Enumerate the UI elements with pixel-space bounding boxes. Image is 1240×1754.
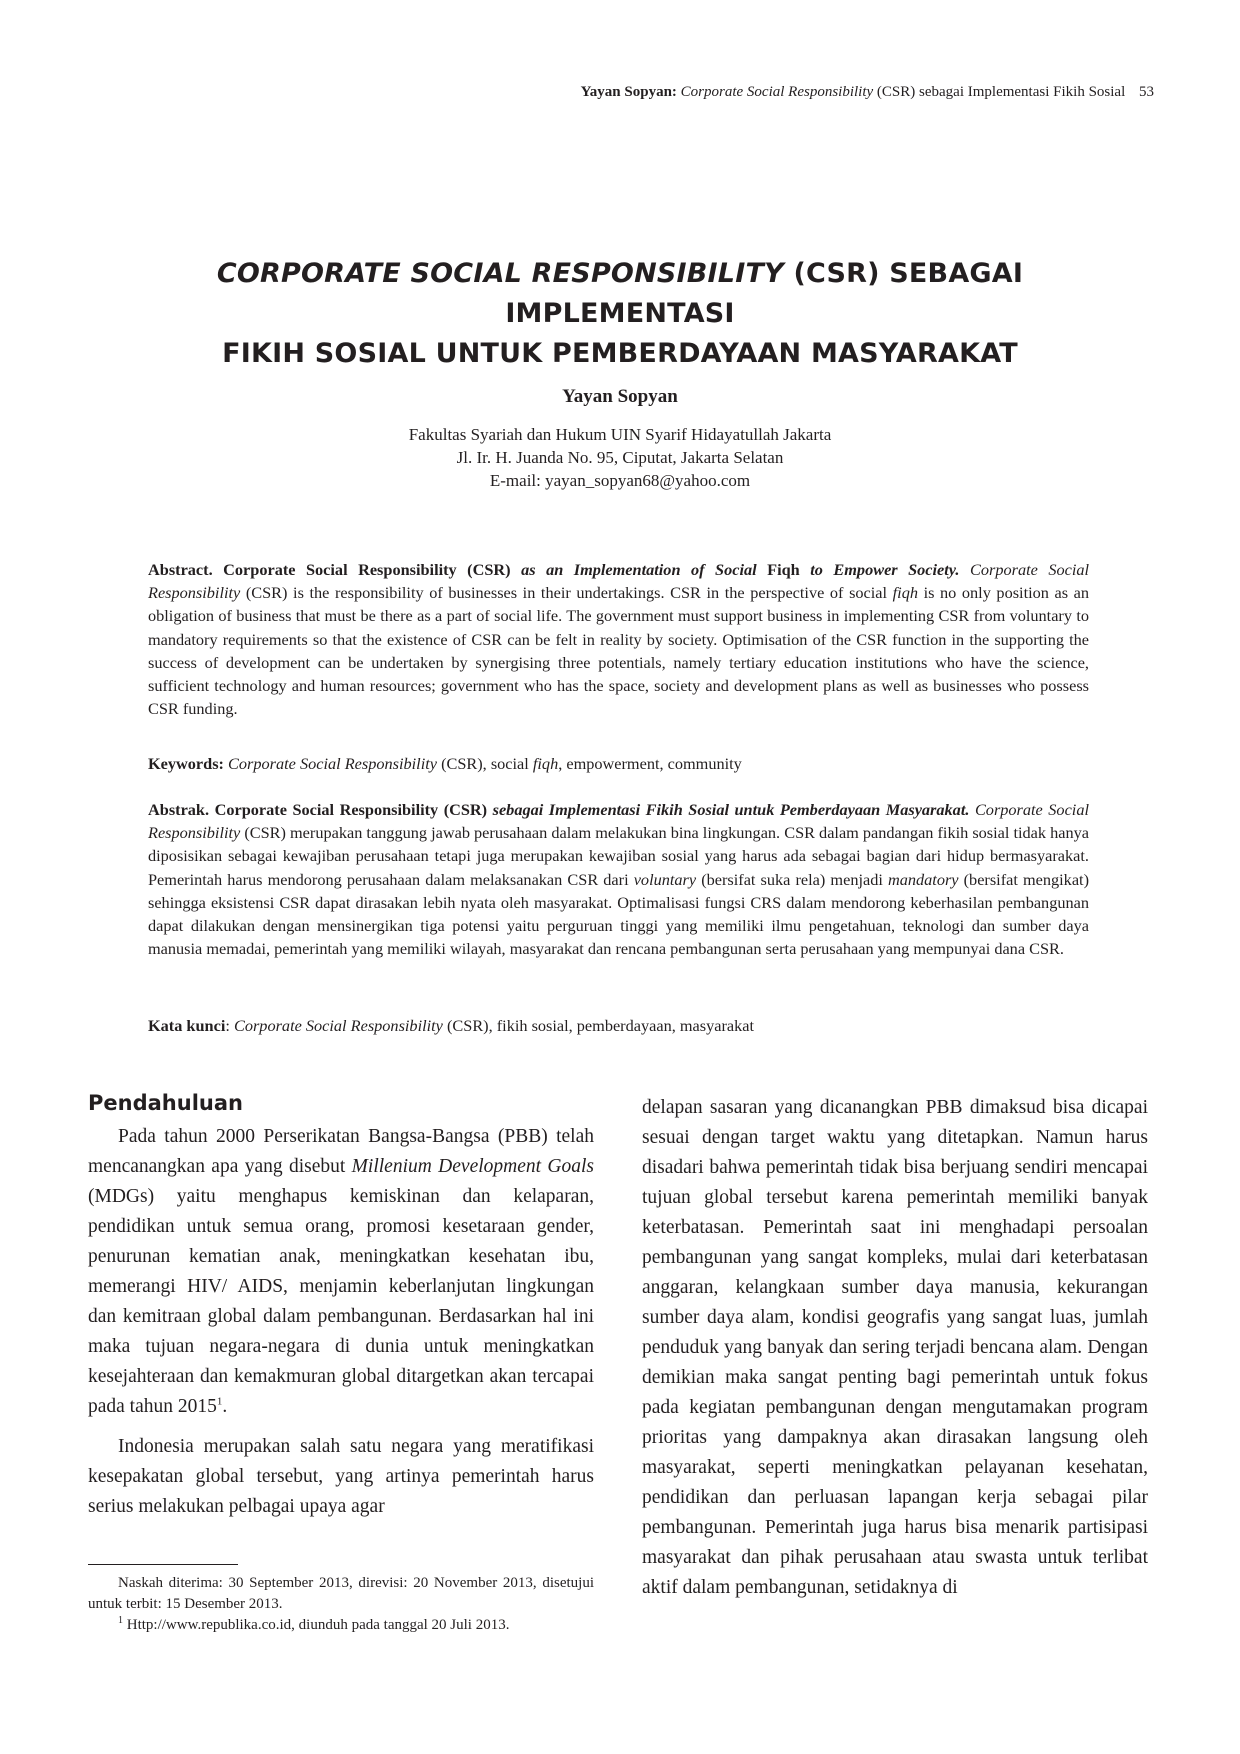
abstract-body-part: fiqh (892, 583, 918, 603)
body-column-left (88, 1088, 594, 1522)
abstrak-label: Abstrak. (148, 800, 210, 819)
section-heading: Pendahuluan (88, 1091, 243, 1115)
body-paragraph (88, 1122, 594, 1422)
abstract-indonesian (148, 798, 1089, 960)
footnote-mark: 1 (118, 1615, 123, 1626)
abstract-label: Abstract. (148, 560, 213, 579)
keywords-english (148, 752, 1089, 775)
author-name: Yayan Sopyan (562, 386, 678, 407)
abstract-english (148, 558, 1089, 720)
keywords-indonesian: Kata kunci: Corporate Social Responsibility (CSR), fikih sosial, pemberdayaan, masyarakat (148, 1016, 754, 1035)
kata-kunci-label: Kata kunci (148, 1016, 226, 1035)
kata-kunci-part: (CSR), fikih sosial, pemberdayaan, masyarakat (446, 1016, 754, 1035)
abstrak-title-part: Corporate Social Responsibility (CSR) (214, 800, 488, 819)
abstract-body-part: is no only position as an obligation of business that must be there as a part of social life. The government must support business in implementing CSR from voluntary to mandatory requirements so that the existence of CSR can be felt in reality by society. Optimisation of the CSR function in the supporting the success of development can be undertaken by synergising three potentials, namely tertiary education institutions who have the science, sufficient technology and human resources; government who has the space, society and development plans as well as businesses who possess CSR funding. (148, 583, 1089, 719)
abstrak-title-part: sebagai Implementasi Fikih Sosial untuk Pemberdayaan Masyarakat. (492, 800, 970, 819)
affiliation (0, 423, 1240, 492)
keywords-label: Keywords: (148, 754, 224, 773)
header-title-italic: Corporate Social Responsibility (680, 84, 874, 100)
affiliation-address: Jl. Ir. H. Juanda No. 95, Ciputat, Jakarta Selatan (456, 448, 784, 467)
article-title (100, 254, 1140, 374)
abstrak-body-part: (bersifat suka rela) menjadi (701, 869, 883, 889)
abstract-title-part: to Empower Society. (810, 560, 960, 579)
body-text: . (222, 1396, 228, 1417)
header-title-rest: (CSR) sebagai Implementasi Fikih Sosial (876, 84, 1126, 100)
title-italic: CORPORATE SOCIAL RESPONSIBILITY (216, 258, 784, 289)
footnote-reference: 1 (216, 1395, 223, 1408)
abstract-body-part: (CSR) is the responsibility of businesses in their undertakings. CSR in the perspective of social (245, 583, 888, 603)
body-paragraph: delapan sasaran yang dicanangkan PBB dimaksud bisa dicapai sesuai dengan target waktu yang ditetapkan. Namun harus disadari bahwa pemerintah tidak bisa berjuang sendiri mencapai tujuan global tersebut karena pemerintah memiliki banyak keterbatasan. Pemerintah saat ini menghadapi persoalan pembangunan yang sangat kompleks, mulai dari keterbatasan anggaran, kelangkaan sumber daya manusia, kekurangan sumber daya alam, kondisi geografis yang sangat luas, jumlah penduduk yang banyak dan sering terjadi bencana alam. Dengan demikian maka sangat penting bagi pemerintah untuk fokus pada kegiatan pembangunan dengan mengutamakan program prioritas yang dampaknya akan dirasakan langsung oleh masyarakat, seperti meningkatkan pelayanan kesehatan, pendidikan dan perluasan lapangan kerja sebagai pilar pembangunan. Pemerintah juga harus bisa menarik partisipasi masyarakat dan pihak perusahaan atau swasta untuk terlibat aktif dalam pembangunan, setidaknya di (642, 1097, 1148, 1598)
abstrak-body-part: (bersifat mengikat) sehingga eksistensi CSR dapat dirasakan lebih nyata oleh masyarakat. Optimalisasi fungsi CRS dalam mendorong keberhasilan pembangunan dapat dilakukan dengan mensinergikan tiga potensi yaitu perguruan tinggi yang memiliki ilmu pengetahuan, teknologi dan sumber daya manusia memadai, pemerintah yang memiliki wilayah, masyarakat dan rencana pembangunan serta perusahaan yang mempunyai dana CSR. (148, 869, 1089, 959)
abstrak-body-part: voluntary (633, 869, 697, 889)
body-text-italic: Millenium Development Goals (351, 1156, 594, 1177)
keyword-part: fiqh (532, 754, 559, 773)
abstract-title-part: Fiqh (767, 560, 800, 579)
footnote-received: Naskah diterima: 30 September 2013, direvisi: 20 November 2013, disetujui untuk terbit: 15 Desember 2013. (88, 1575, 594, 1612)
affiliation-institution: Fakultas Syariah dan Hukum UIN Syarif Hidayatullah Jakarta (408, 425, 832, 444)
body-text: Pada tahun 2000 Perserikatan Bangsa-Bangsa (PBB) telah mencanangkan apa yang disebut (88, 1126, 594, 1177)
abstrak-body-part: Corporate Social Responsibility (148, 800, 1089, 843)
abstract-title-part: as an Implementation of Social (521, 560, 757, 579)
abstrak-body-part: mandatory (887, 869, 959, 889)
header-author: Yayan Sopyan: (580, 84, 677, 100)
running-header (581, 84, 1154, 101)
title-line-1 (100, 254, 1140, 334)
footnote-1 (88, 1615, 594, 1636)
title-rest: (CSR) SEBAGAI IMPLEMENTASI (505, 258, 1024, 329)
footnotes (88, 1573, 594, 1636)
page-number: 53 (1139, 84, 1154, 100)
abstract-title-part: Corporate Social Responsibility (CSR) (223, 560, 511, 579)
title-line-2: FIKIH SOSIAL UNTUK PEMBERDAYAAN MASYARAKAT (222, 338, 1018, 369)
abstrak-body-part: (CSR) merupakan tanggung jawab perusahaan dalam melakukan bina lingkungan. CSR dalam pandangan fikih sosial tidak hanya diposisikan sebagai kewajiban perusahaan tetapi juga merupakan kewajiban sosial yang harus ada sebagai bagian dari hidup bermasyarakat. Pemerintah harus mendorong perusahaan dalam melaksanakan CSR dari (148, 823, 1089, 889)
body-text: (MDGs) yaitu menghapus kemiskinan dan kelaparan, pendidikan untuk semua orang, promosi kesetaraan gender, penurunan kematian anak, meningkatkan kesehatan ibu, memerangi HIV/ AIDS, menjamin keberlanjutan lingkungan dan kemitraan global dalam pembangunan. Berdasarkan hal ini maka tujuan negara-negara di dunia untuk meningkatkan kesejahteraan dan kemakmuran global ditargetkan akan tercapai pada tahun 2015 (88, 1186, 594, 1417)
keyword-part: (CSR), social (441, 754, 529, 773)
affiliation-email: E-mail: yayan_sopyan68@yahoo.com (489, 471, 751, 490)
footnote-text: Http://www.republika.co.id, diunduh pada tanggal 20 Juli 2013. (123, 1617, 510, 1633)
keyword-part: Corporate Social Responsibility (228, 754, 437, 773)
body-column-right (642, 1093, 1148, 1603)
kata-kunci-part: Corporate Social Responsibility (233, 1016, 443, 1035)
keyword-part: , empowerment, community (558, 754, 742, 773)
abstract-body-part: Corporate Social Responsibility (148, 560, 1090, 603)
body-paragraph: Indonesia merupakan salah satu negara yang meratifikasi kesepakatan global tersebut, yang artinya pemerintah harus serius melakukan pelbagai upaya agar (88, 1436, 594, 1517)
footnote-divider (88, 1564, 238, 1565)
